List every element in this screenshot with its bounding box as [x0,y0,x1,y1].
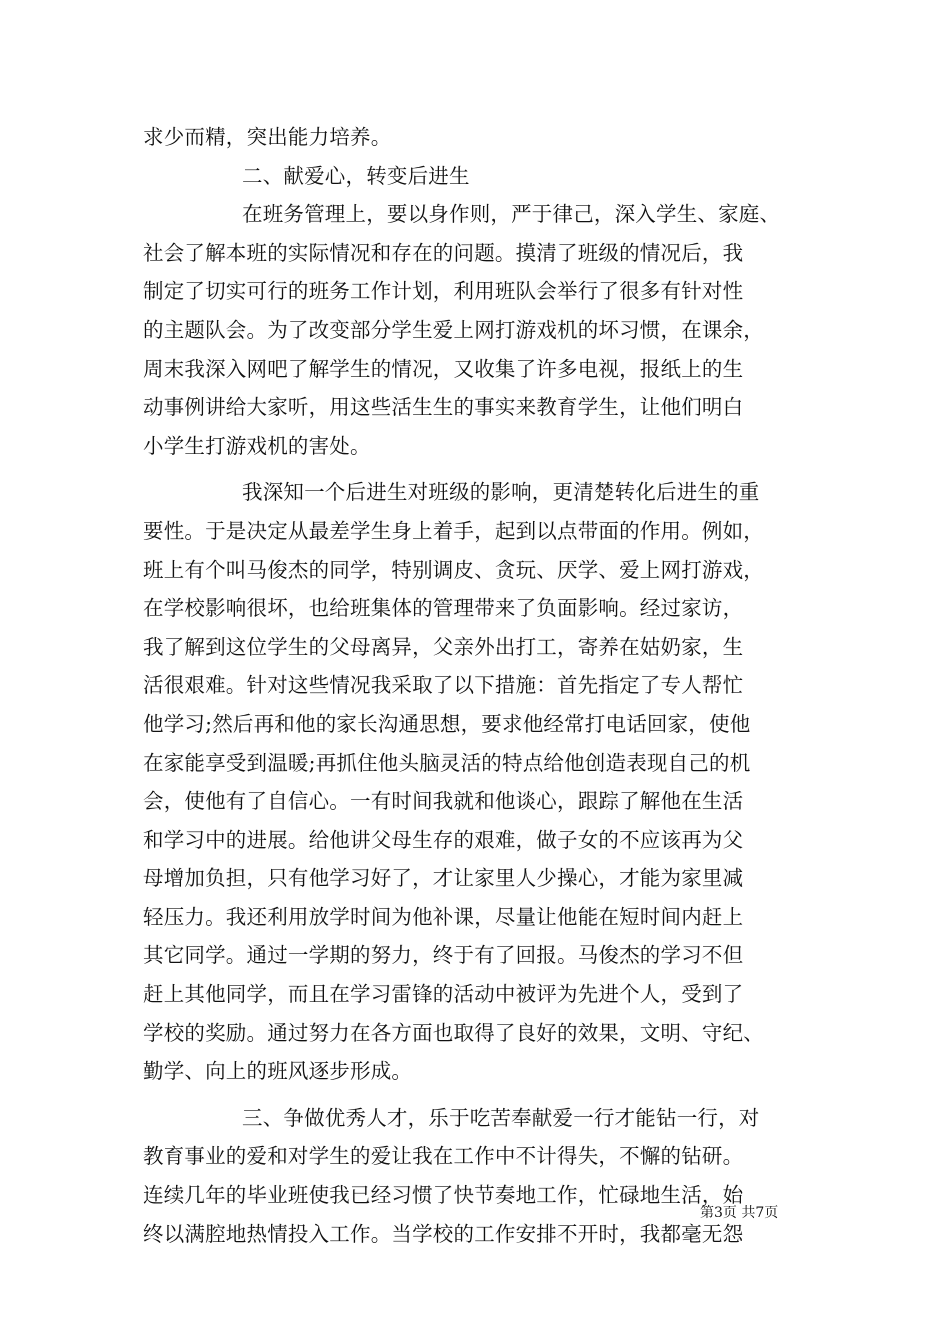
text-line-22: 其它同学。通过一学期的努力，终于有了回报。马俊杰的学习不但 [143,943,744,968]
paragraph-gap [143,465,813,473]
text-line-10: 我深知一个后进生对班级的影响，更清楚转化后进生的重 [242,480,760,505]
text-line-3: 在班务管理上，要以身作则，严于律己，深入学生、家庭、 [242,202,781,227]
text-line-18: 会，使他有了自信心。一有时间我就和他谈心，跟踪了解他在生活 [143,789,744,814]
paragraph-gap [143,1091,813,1099]
text-line-23: 赶上其他同学，而且在学习雷锋的活动中被评为先进个人，受到了 [143,982,744,1007]
text-line-6: 的主题队会。为了改变部分学生爱上网打游戏机的坏习惯，在课余， [143,317,764,342]
text-line-17: 在家能享受到温暖;再抓住他头脑灵活的特点给他创造表现自己的机 [143,750,751,775]
text-line-20: 母增加负担，只有他学习好了，才让家里人少操心，才能为家里减 [143,866,744,891]
text-line-14: 我了解到这位学生的父母离异，父亲外出打工，寄养在姑奶家，生 [143,634,744,659]
text-line-24: 学校的奖励。通过努力在各方面也取得了良好的效果，文明、守纪、 [143,1020,764,1045]
document-body [143,118,813,1253]
text-line-11: 要性。于是决定从最差学生身上着手，起到以点带面的作用。例如， [143,518,764,543]
text-line-12: 班上有个叫马俊杰的同学，特别调皮、贪玩、厌学、爱上网打游戏， [143,557,764,582]
text-line-13: 在学校影响很坏，也给班集体的管理带来了负面影响。经过家访， [143,596,744,621]
text-line-1: 求少而精，突出能力培养。 [143,125,392,149]
text-line-7: 周末我深入网吧了解学生的情况，又收集了许多电视，报纸上的生 [143,356,744,381]
text-line-25: 勤学、向上的班风逐步形成。 [143,1059,413,1084]
page-footer: 第3页 共7页 [700,1205,779,1221]
text-line-8: 动事例讲给大家听，用这些活生生的事实来教育学生，让他们明白 [143,395,744,420]
text-line-9: 小学生打游戏机的害处。 [143,433,371,458]
section-heading-3: 三、争做优秀人才，乐于吃苦奉献爱一行才能钻一行，对 [242,1105,760,1130]
text-line-27: 教育事业的爱和对学生的爱让我在工作中不计得失，不懈的钻研。 [143,1144,744,1169]
text-line-29: 终以满腔地热情投入工作。当学校的工作安排不开时，我都毫无怨 [143,1221,744,1246]
text-line-28: 连续几年的毕业班使我已经习惯了快节奏地工作，忙碌地生活，始 [143,1183,744,1208]
text-line-16: 他学习;然后再和他的家长沟通思想，要求他经常打电话回家，使他 [143,711,751,736]
text-line-15: 活很艰难。针对这些情况我采取了以下措施：首先指定了专人帮忙 [143,673,744,698]
text-line-4: 社会了解本班的实际情况和存在的问题。摸清了班级的情况后，我 [143,240,744,265]
text-line-5: 制定了切实可行的班务工作计划，利用班队会举行了很多有针对性 [143,279,744,304]
section-heading-2: 二、献爱心，转变后进生 [242,163,470,188]
text-line-19: 和学习中的进展。给他讲父母生存的艰难，做子女的不应该再为父 [143,827,744,852]
text-line-21: 轻压力。我还利用放学时间为他补课，尽量让他能在短时间内赶上 [143,904,744,929]
